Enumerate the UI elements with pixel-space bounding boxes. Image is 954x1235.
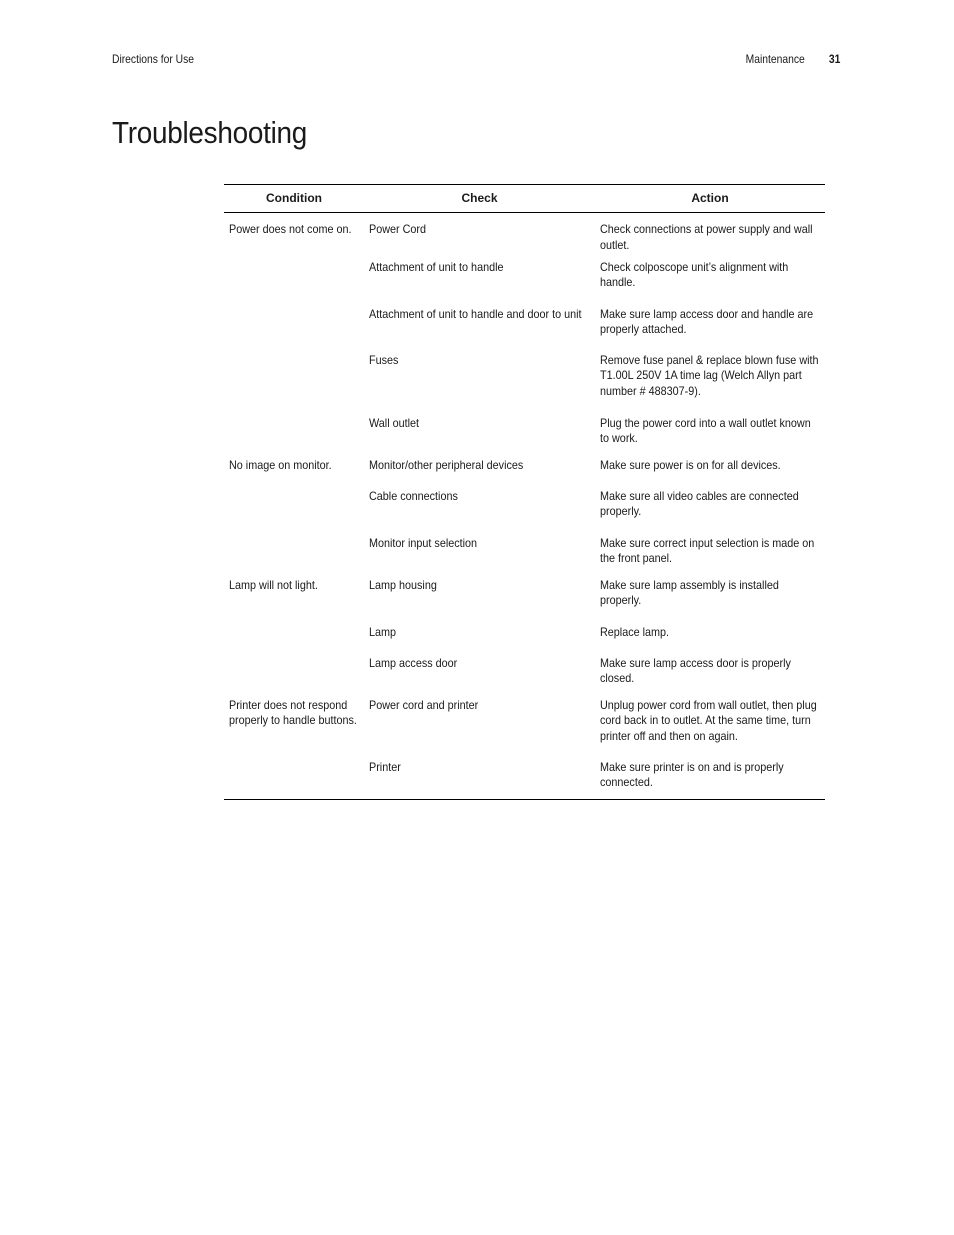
table-row (224, 656, 825, 698)
condition-cell (224, 625, 364, 656)
page-header (112, 52, 840, 70)
action-cell: Make sure all video cables are connected properly. (600, 488, 799, 519)
action-cell: Plug the power cord into a wall outlet known to work. (600, 415, 811, 446)
table-row (224, 416, 825, 458)
table-row (224, 536, 825, 578)
condition-cell (224, 656, 364, 698)
table-row (224, 213, 825, 260)
column-header-condition: Condition (224, 185, 364, 213)
check-cell: Fuses (369, 352, 399, 367)
table-row (224, 458, 825, 489)
column-header-check: Check (364, 185, 595, 213)
check-cell: Wall outlet (369, 415, 420, 430)
document-title: Directions for Use (112, 52, 195, 66)
condition-cell (224, 353, 364, 416)
check-cell: Cable connections (369, 488, 458, 503)
action-cell: Make sure power is on for all devices. (600, 457, 781, 472)
condition-cell (224, 536, 364, 578)
condition-cell: Printer does not respond properly to handle buttons. (229, 697, 357, 728)
action-cell: Make sure lamp assembly is installed properly. (600, 577, 779, 608)
action-cell: Make sure printer is on and is properly connected. (595, 760, 825, 800)
section-name: Maintenance (745, 52, 805, 66)
table-row (224, 307, 825, 353)
condition-cell (224, 307, 364, 353)
action-cell: Unplug power cord from wall outlet, then plug cord back in to outlet. At the same time, turn printer off and then on again. (600, 697, 817, 743)
table-row (224, 260, 825, 307)
condition-cell (224, 260, 364, 307)
table-row (224, 698, 825, 760)
check-cell: Power cord and printer (369, 697, 479, 712)
check-cell: Power Cord (369, 222, 427, 236)
action-cell: Make sure lamp access door is properly closed. (600, 655, 791, 686)
check-cell: Lamp access door (369, 655, 458, 670)
condition-cell (224, 760, 364, 800)
check-cell: Attachment of unit to handle (369, 259, 504, 274)
table-row (224, 578, 825, 625)
check-cell: Lamp housing (369, 577, 437, 592)
action-cell: Remove fuse panel & replace blown fuse with T1.00L 250V 1A time lag (Welch Allyn part number # 488307-9). (600, 352, 819, 398)
action-cell: Check colposcope unit’s alignment with handle. (600, 259, 789, 290)
condition-cell (224, 416, 364, 458)
table-row (224, 353, 825, 416)
check-cell: Monitor input selection (369, 535, 478, 550)
condition-cell: No image on monitor. (229, 457, 332, 472)
page-number: 31 (828, 52, 840, 66)
action-cell: Replace lamp. (600, 624, 670, 639)
page-title: Troubleshooting (112, 115, 308, 150)
troubleshooting-table (224, 184, 825, 800)
column-header-action: Action (595, 185, 825, 213)
header-right (736, 52, 840, 66)
table-header-row (224, 185, 825, 213)
condition-cell (224, 489, 364, 536)
condition-cell: Lamp will not light. (229, 577, 318, 592)
action-cell: Make sure lamp access door and handle are properly attached. (600, 306, 814, 337)
table-row (224, 489, 825, 536)
action-cell: Make sure correct input selection is made on the front panel. (600, 535, 815, 566)
check-cell: Printer (364, 760, 595, 800)
table-row (224, 760, 825, 800)
action-cell: Check connections at power supply and wall outlet. (600, 222, 813, 252)
table-row (224, 625, 825, 656)
check-cell: Lamp (369, 624, 397, 639)
check-cell: Monitor/other peripheral devices (369, 457, 524, 472)
condition-cell: Power does not come on. (229, 222, 352, 236)
check-cell: Attachment of unit to handle and door to unit (369, 306, 582, 321)
